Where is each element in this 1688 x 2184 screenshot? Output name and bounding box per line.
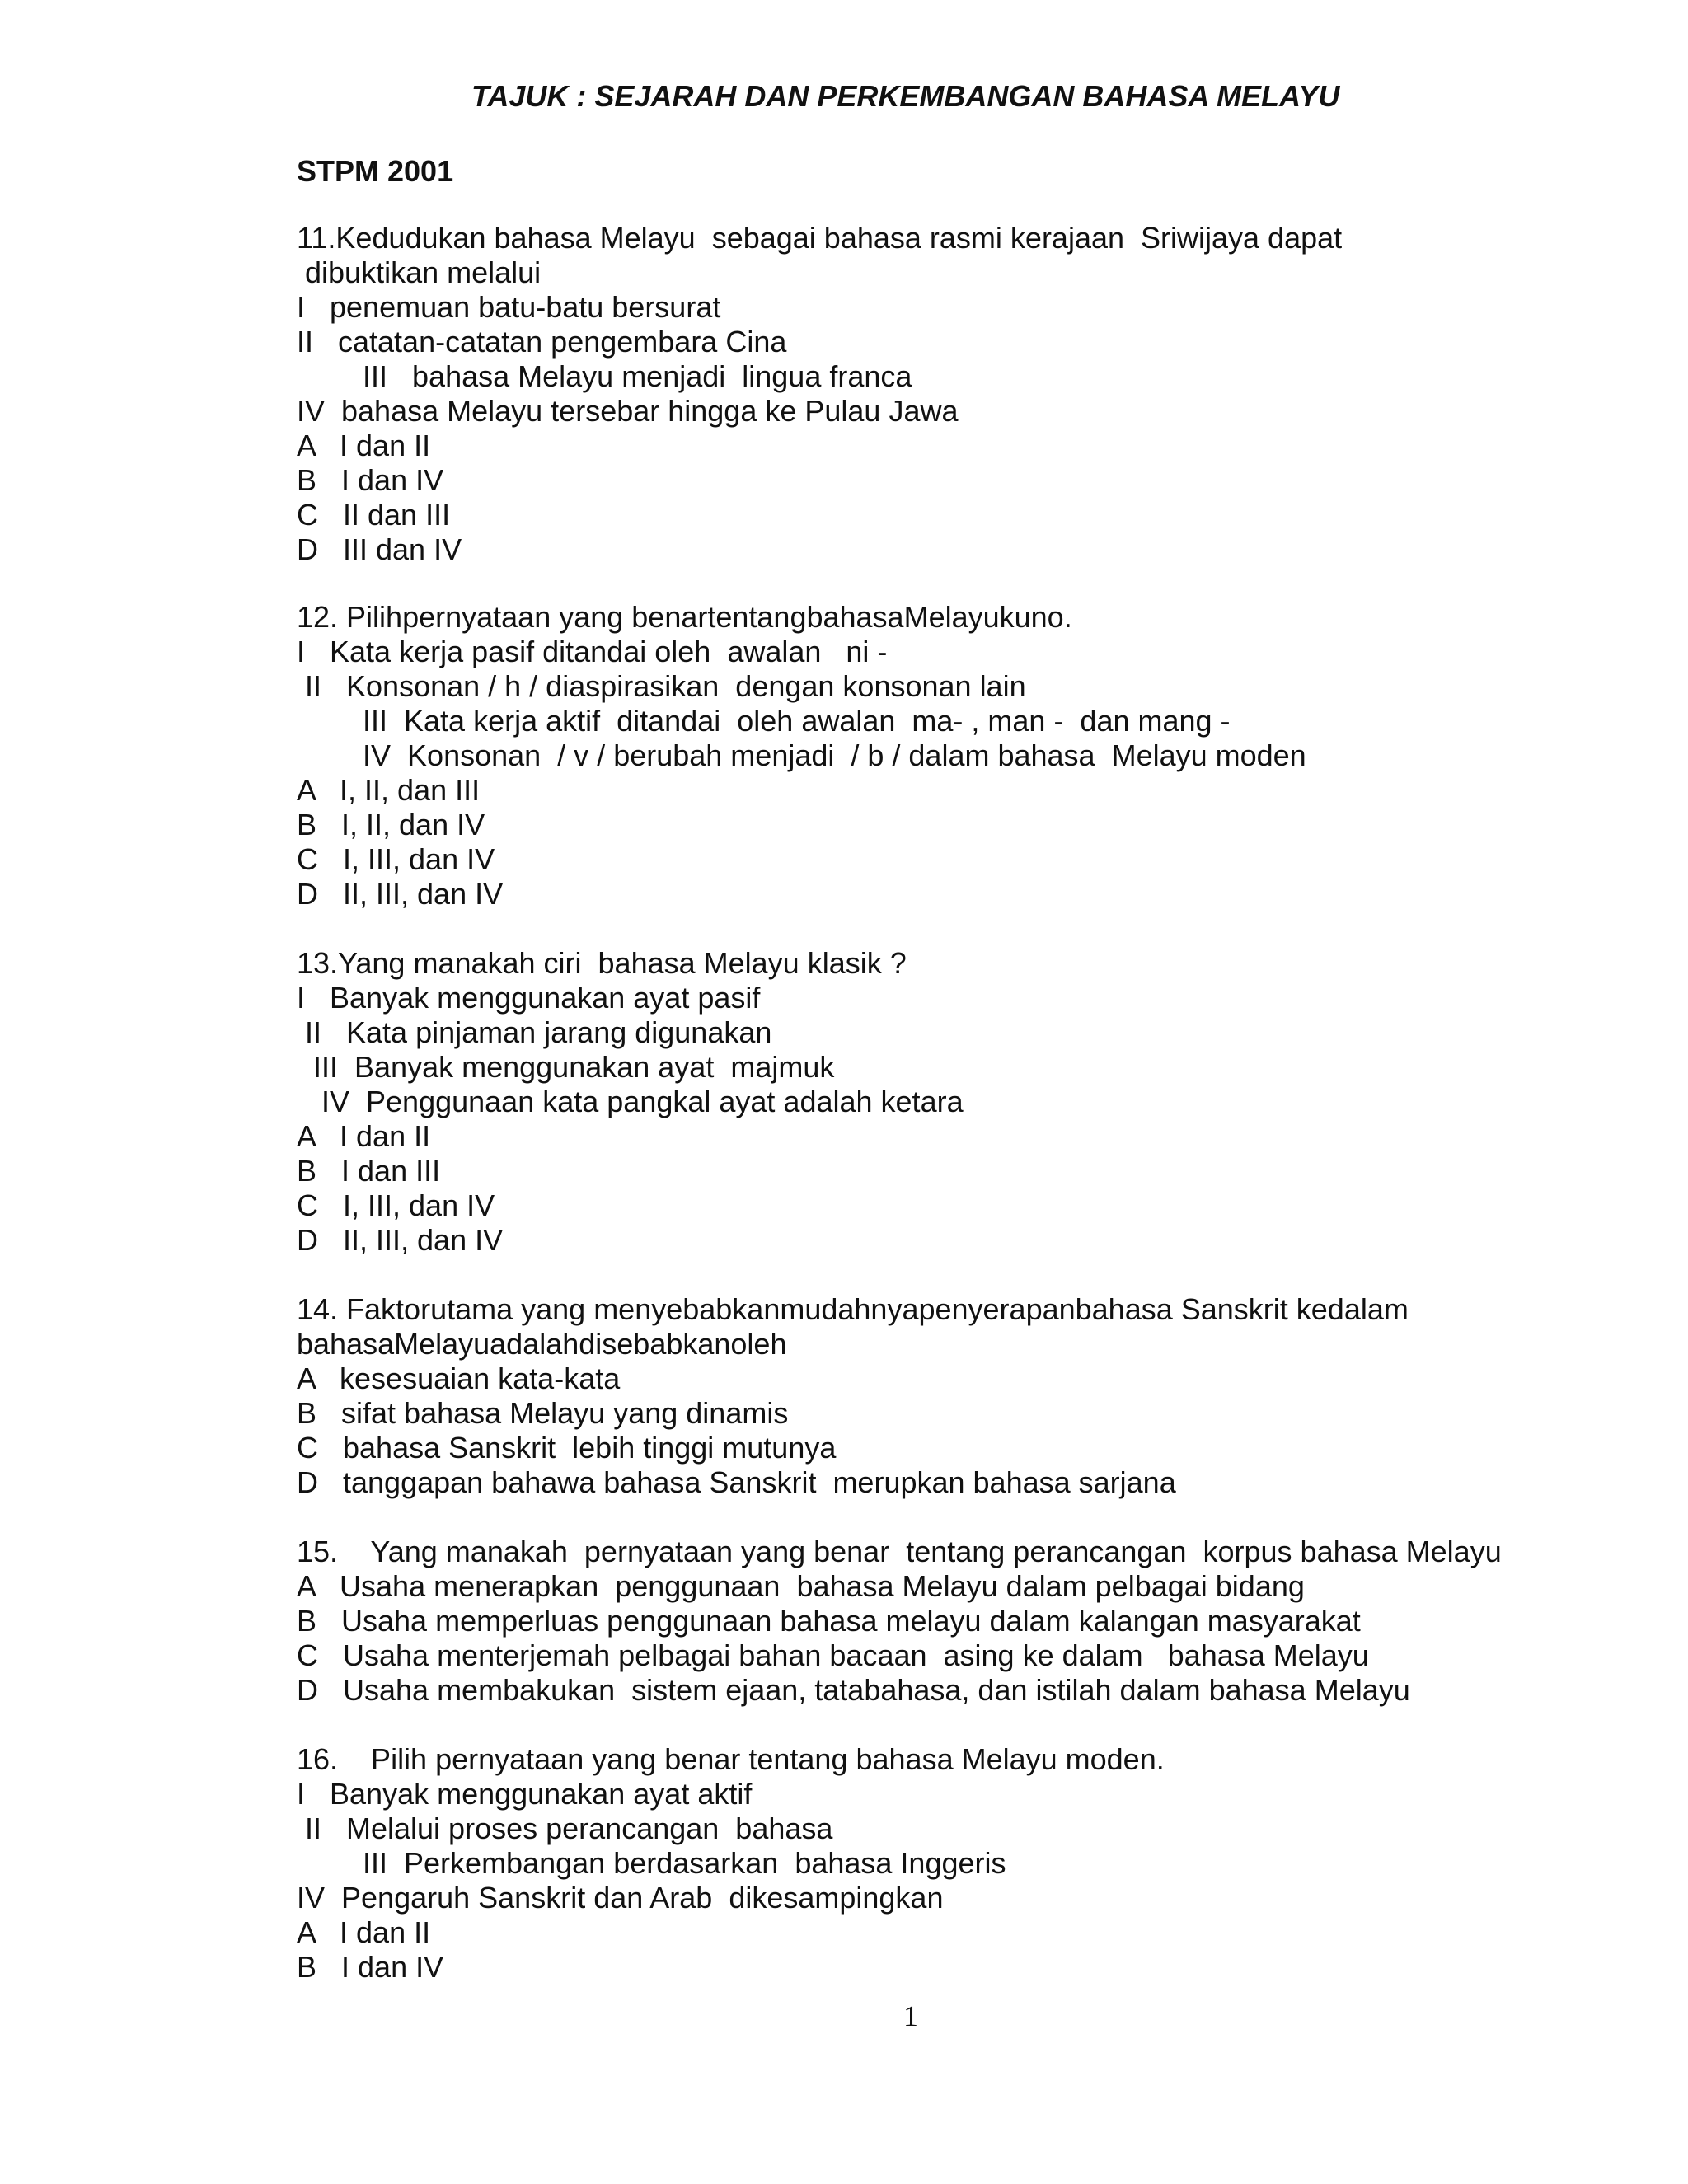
- question-line: D III dan IV: [297, 532, 462, 566]
- question-line: I penemuan batu-batu bersurat: [297, 290, 721, 324]
- question-line: III bahasa Melayu menjadi lingua franca: [297, 359, 912, 393]
- question-line: A I dan II: [297, 1119, 431, 1153]
- question-stem: 13.Yang manakah ciri bahasa Melayu klasik ?: [297, 946, 907, 980]
- question-stem: 15. Yang manakah pernyataan yang benar tentang perancangan korpus bahasa Melayu: [297, 1535, 1502, 1568]
- page-title: TAJUK : SEJARAH DAN PERKEMBANGAN BAHASA MELAYU: [471, 79, 1340, 113]
- question-line: I Kata kerja pasif ditandai oleh awalan ni -: [297, 635, 888, 668]
- question-line: D II, III, dan IV: [297, 1223, 504, 1257]
- question-line: D tanggapan bahawa bahasa Sanskrit merupkan bahasa sarjana: [297, 1465, 1176, 1499]
- question-line: I Banyak menggunakan ayat pasif: [297, 981, 761, 1015]
- question-line: III Banyak menggunakan ayat majmuk: [297, 1050, 835, 1084]
- question-line: II Kata pinjaman jarang digunakan: [297, 1015, 772, 1049]
- question-line: I Banyak menggunakan ayat aktif: [297, 1777, 753, 1811]
- question-line: D Usaha membakukan sistem ejaan, tatabahasa, dan istilah dalam bahasa Melayu: [297, 1673, 1410, 1707]
- question-line: D II, III, dan IV: [297, 877, 504, 911]
- question-line: IV Pengaruh Sanskrit dan Arab dikesampingkan: [297, 1881, 944, 1915]
- question-line: II catatan-catatan pengembara Cina: [297, 325, 787, 359]
- question-line: II Melalui proses perancangan bahasa: [297, 1811, 833, 1845]
- question-line: IV Penggunaan kata pangkal ayat adalah ketara: [297, 1085, 964, 1118]
- question-stem: 12. Pilihpernyataan yang benartentangbahasaMelayukuno.: [297, 600, 1072, 634]
- page-number: 1: [903, 1999, 918, 2032]
- question-line: A I dan II: [297, 1915, 431, 1949]
- question-line: B I dan IV: [297, 463, 444, 497]
- question-line: dibuktikan melalui: [297, 255, 542, 289]
- question-line: IV Konsonan / v / berubah menjadi / b / dalam bahasa Melayu moden: [297, 738, 1306, 772]
- question-line: B I dan III: [297, 1154, 441, 1188]
- question-line: A Usaha menerapkan penggunaan bahasa Melayu dalam pelbagai bidang: [297, 1569, 1305, 1603]
- question-line: III Perkembangan berdasarkan bahasa Inggeris: [297, 1846, 1006, 1880]
- question-line: B Usaha memperluas penggunaan bahasa melayu dalam kalangan masyarakat: [297, 1604, 1361, 1638]
- exam-label: STPM 2001: [297, 154, 454, 188]
- question-line: A I, II, dan III: [297, 773, 481, 807]
- question-line: C I, III, dan IV: [297, 1188, 495, 1222]
- question-line: bahasaMelayuadalahdisebabkanoleh: [297, 1327, 787, 1361]
- question-line: B sifat bahasa Melayu yang dinamis: [297, 1396, 789, 1430]
- question-line: A kesesuaian kata-kata: [297, 1361, 621, 1395]
- question-line: C II dan III: [297, 498, 451, 532]
- question-stem: 16. Pilih pernyataan yang benar tentang bahasa Melayu moden.: [297, 1742, 1165, 1776]
- question-line: B I dan IV: [297, 1950, 444, 1984]
- question-line: IV bahasa Melayu tersebar hingga ke Pulau Jawa: [297, 394, 959, 428]
- question-line: C Usaha menterjemah pelbagai bahan bacaan asing ke dalam bahasa Melayu: [297, 1638, 1369, 1672]
- question-line: II Konsonan / h / diaspirasikan dengan konsonan lain: [297, 669, 1026, 703]
- question-line: C bahasa Sanskrit lebih tinggi mutunya: [297, 1431, 837, 1465]
- question-stem: 14. Faktorutama yang menyebabkanmudahnyapenyerapanbahasa Sanskrit kedalam: [297, 1292, 1409, 1326]
- question-line: B I, II, dan IV: [297, 808, 485, 841]
- question-line: C I, III, dan IV: [297, 842, 495, 876]
- question-line: A I dan II: [297, 429, 431, 462]
- question-line: III Kata kerja aktif ditandai oleh awalan ma- , man - dan mang -: [297, 704, 1231, 738]
- question-stem: 11.Kedudukan bahasa Melayu sebagai bahasa rasmi kerajaan Sriwijaya dapat: [297, 221, 1343, 255]
